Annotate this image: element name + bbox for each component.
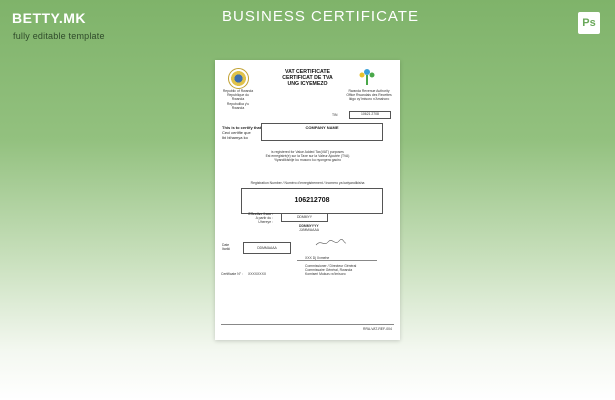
rra-logo-icon xyxy=(355,66,379,88)
date-format-hint: DDMMYYYY JJ/MM/AAAA xyxy=(299,224,319,233)
certificate-heading: VAT CERTIFICATE CERTIFICAT DE TVA UNG ICYEMEZO xyxy=(282,69,333,87)
company-name-field[interactable]: COMPANY NAME xyxy=(261,123,383,141)
left-org: Republic of Rwanda Republique du Rwanda Repubulika y'u Rwanda xyxy=(222,89,254,110)
effective-label: Effective from : A partir du : Uhereye : xyxy=(248,212,273,225)
date-label: Date Itariki xyxy=(222,243,231,252)
brand-logo: BETTY.MK xyxy=(12,10,86,26)
signer-title: Commissioner / Directeur Général Commissaire Général, Rwanda Komiseri Mukuru w'Imisoro xyxy=(305,264,357,277)
certify-label: This is to certify that Ceci certifie que Ibi bihamya ko xyxy=(222,125,262,140)
certificate-number-label: Certificate N° : xyxy=(221,272,243,276)
tagline: fully editable template xyxy=(13,31,105,41)
rwanda-seal-icon xyxy=(228,68,249,89)
signature-icon xyxy=(315,238,347,248)
signer-name: XXX Dj Xxmehe xyxy=(305,256,330,260)
footer-divider xyxy=(221,324,394,325)
page-title: BUSINESS CERTIFICATE xyxy=(222,8,419,25)
right-org: Rwanda Revenue Authority Office Rwandais des Recettes Ikigo cy'Imisoro n'Amahoro xyxy=(346,89,392,102)
photoshop-icon: Ps xyxy=(578,12,600,34)
footer-code: RRA-VAT-REF-004 xyxy=(363,327,392,331)
tin-label: TIN xyxy=(332,113,338,117)
tin-field[interactable]: 10621 2708 xyxy=(349,111,391,119)
date-field[interactable]: DDMMAAAA xyxy=(243,242,291,254)
registration-label: Registration Number / Numéro d'enregistrement / Inomero ya kwiyandikisha xyxy=(250,181,365,185)
effective-date-field[interactable]: DDMMYY xyxy=(281,213,328,222)
certificate-number-value: XXXXXXXX xyxy=(248,272,267,276)
registered-statement: is registered for Value Added Tax(VAT) purposes Est enregistré(e) sur la Taxe sur la Valeur Ajoutée (TVA) Yiyandikishije ku musoro ku nyongera gaciro xyxy=(265,150,350,163)
registration-number-field[interactable]: 106212708 xyxy=(241,188,383,214)
certificate-document xyxy=(215,60,400,340)
